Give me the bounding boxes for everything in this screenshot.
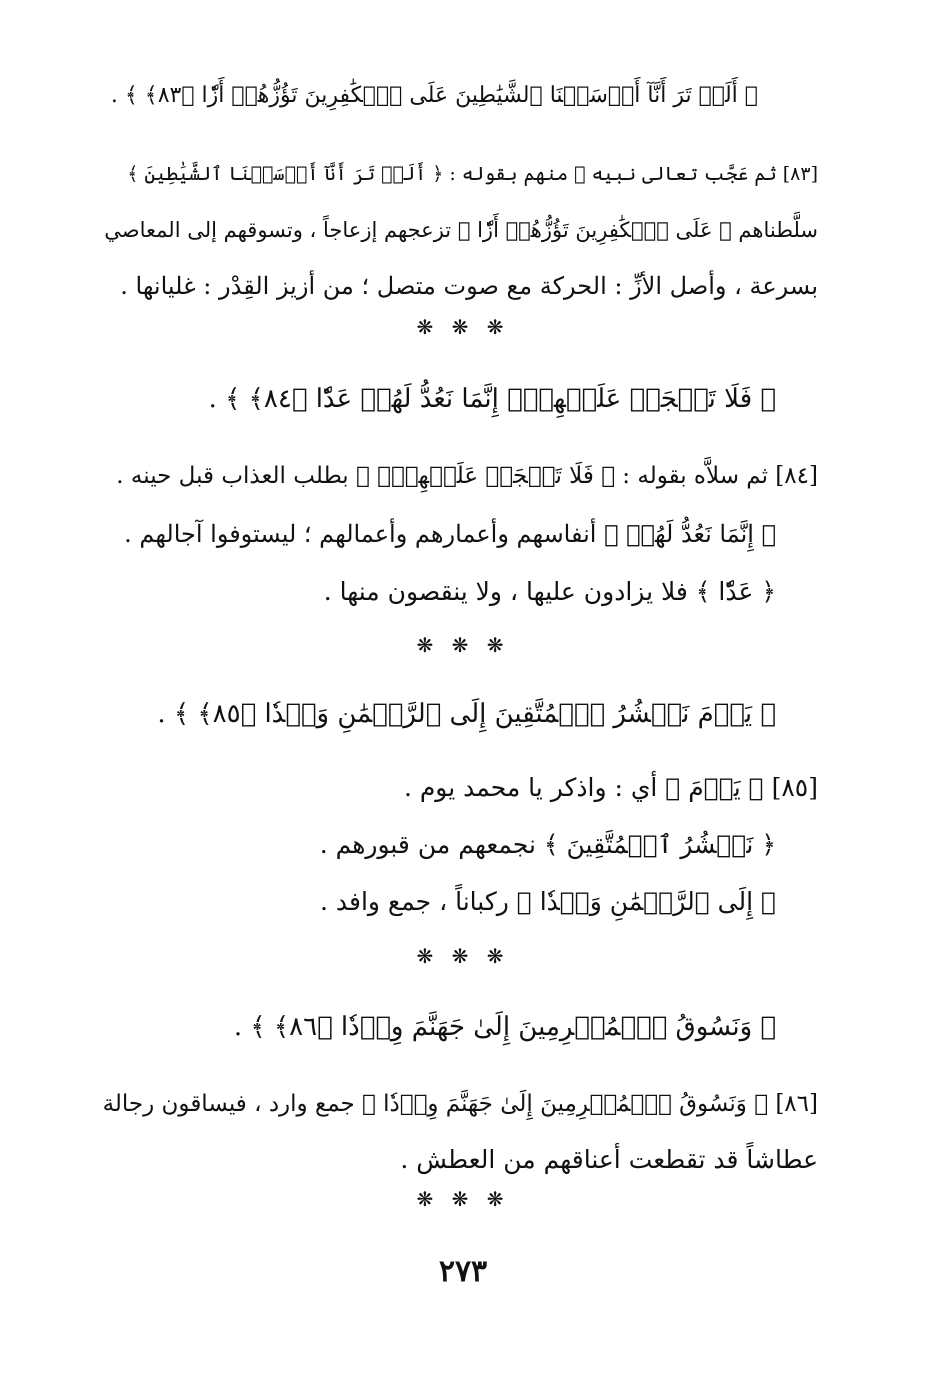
verse-86: ﴿ وَنَسُوقُ ٱلۡمُجۡرِمِينَ إِلَىٰ جَهَنَّمَ وِرۡدٗا ﴿٨٦﴾ ﴾ . [233, 1012, 776, 1042]
verse-83: ﴿ أَلَمۡ تَرَ أَنَّآ أَرۡسَلۡنَا ٱلشَّيَٰطِينَ عَلَى ٱلۡكَٰفِرِينَ تَؤُزُّهُمۡ أَزّٗا ﴿٨٣﴾ ﴾ . [110, 83, 758, 108]
section-divider-4: ❋ ❋ ❋ [416, 1187, 510, 1211]
commentary-85-line-1: [٨٥] ﴿ يَوۡمَ ﴾ أي : واذكر يا محمد يوم . [403, 773, 818, 802]
commentary-84-line-1: [٨٤] ثم سلاَّه بقوله : ﴿ فَلَا تَعۡجَلۡ عَلَيۡهِمۡۖ ﴾ بطلب العذاب قبل حينه . [116, 463, 818, 489]
commentary-84-line-2: ﴿ إِنَّمَا نَعُدُّ لَهُمۡ ﴾ أنفاسهم وأعمارهم وأعمالهم ؛ ليستوفوا آجالهم . [124, 520, 776, 548]
commentary-85-line-3: ﴿ إِلَى ٱلرَّحۡمَٰنِ وَفۡدٗا ﴾ ركباناً ، جمع وافد . [319, 887, 776, 916]
commentary-85-line-2: ﴿ نَحۡشُرُ ٱلۡمُتَّقِينَ ﴾ نجمعهم من قبورهم . [319, 830, 776, 859]
page-number: ٢٧٣ [438, 1254, 488, 1289]
commentary-83-line-3: بسرعة ، وأصل الأزِّ : الحركة مع صوت متصل ؛ من أزيز القِدْر : غليانها . [120, 272, 818, 300]
section-divider-2: ❋ ❋ ❋ [416, 633, 510, 657]
commentary-86-line-1: [٨٦] ﴿ وَنَسُوقُ ٱلۡمُجۡرِمِينَ إِلَىٰ جَهَنَّمَ وِرۡدٗا ﴾ جمع وارد ، فيساقون رجالة [102, 1091, 818, 1117]
commentary-84-line-3: ﴿ عَدّٗا ﴾ فلا يزادون عليها ، ولا ينقصون منها . [323, 577, 776, 606]
section-divider-1: ❋ ❋ ❋ [416, 315, 510, 339]
verse-85: ﴿ يَوۡمَ نَحۡشُرُ ٱلۡمُتَّقِينَ إِلَى ٱلرَّحۡمَٰنِ وَفۡدٗا ﴿٨٥﴾ ﴾ . [157, 699, 776, 729]
verse-84: ﴿ فَلَا تَعۡجَلۡ عَلَيۡهِمۡۖ إِنَّمَا نَعُدُّ لَهُمۡ عَدّٗا ﴿٨٤﴾ ﴾ . [208, 384, 776, 414]
commentary-86-line-2: عطاشاً قد تقطعت أعناقهم من العطش . [400, 1145, 818, 1174]
commentary-83-line-2: سلَّطناهم ﴿ عَلَى ٱلۡكَٰفِرِينَ تَؤُزُّهُمۡ أَزّٗا ﴾ تزعجهم إزعاجاً ، وتسوقهم إلى المعاصي [104, 218, 818, 242]
section-divider-3: ❋ ❋ ❋ [416, 944, 510, 968]
commentary-83-line-1: [٨٣] ثم عَجَّب تعالى نبيه ﷺ منهم بقوله : ﴿ أَلَمۡ تَرَ أَنَّآ أَرۡسَلۡنَا ٱلشَّيَٰطِينَ ﴾ [127, 163, 818, 185]
